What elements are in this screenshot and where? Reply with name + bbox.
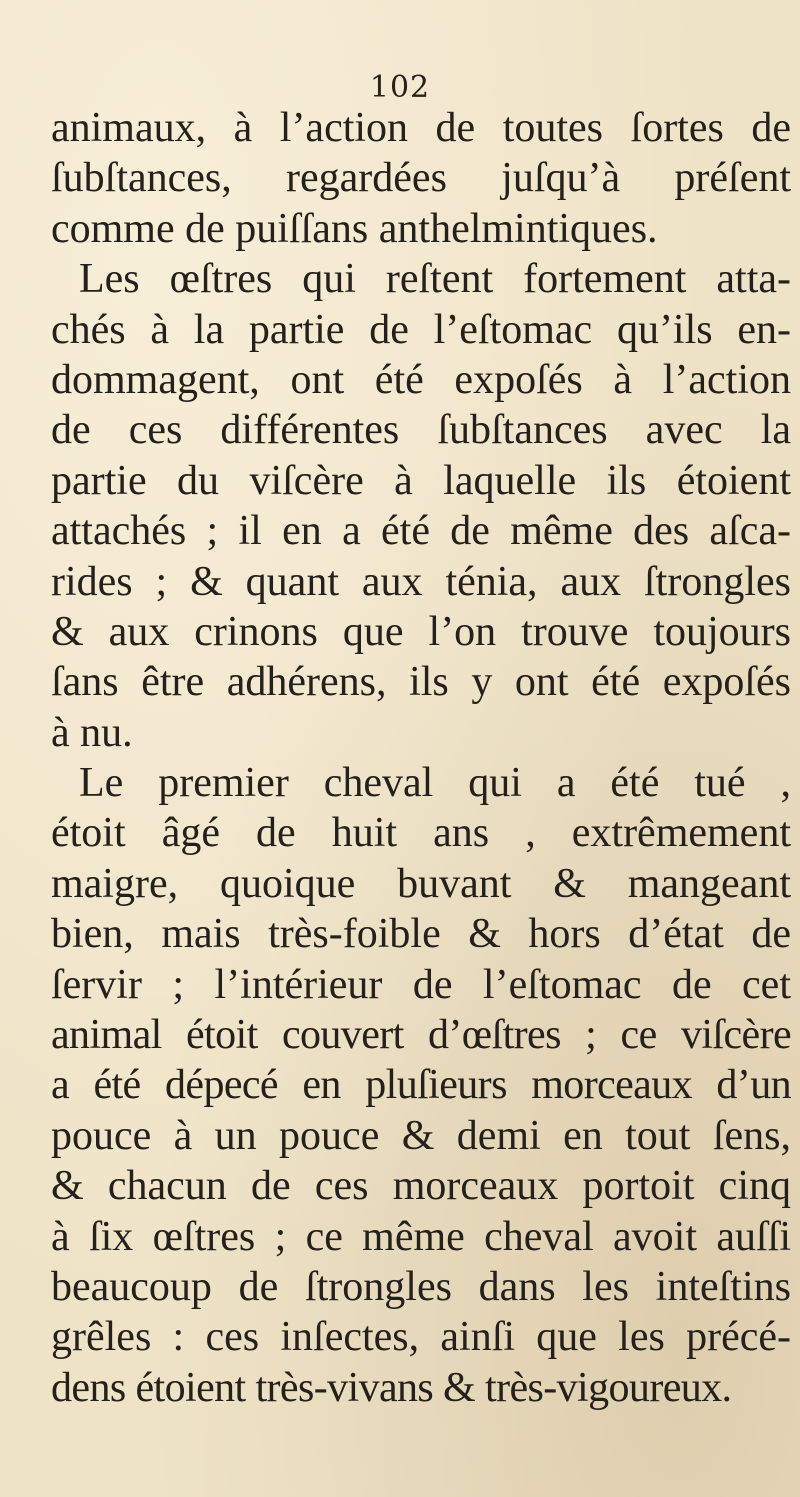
text-line: Les œſtres qui reſtent fortement atta- [79,256,791,303]
text-line: maigre, quoique buvant & mangeant [51,860,791,907]
text-line: grêles : ces inſectes, ainſi que les précé- [51,1314,791,1361]
text-line: pouce à un pouce & demi en tout ſens, [51,1112,791,1159]
text-line: à nu. [51,709,133,756]
text-line: ſubſtances, regardées juſqu’à préſent [51,155,791,202]
text-line: chés à la partie de l’eſtomac qu’ils en- [51,306,791,353]
text-line: dommagent, ont été expoſés à l’action [51,356,791,403]
body-text [51,103,791,1413]
text-line: attachés ; il en a été de même des aſca- [51,508,791,555]
page-number: 102 [369,70,431,105]
text-line: de ces différentes ſubſtances avec la [51,407,791,454]
text-line: & chacun de ces morceaux portoit cinq [51,1163,791,1210]
text-line: beaucoup de ſtrongles dans les inteſtins [51,1263,791,1310]
text-line: animaux, à l’action de toutes ſortes de [51,105,791,151]
text-line: rides ; & quant aux ténia, aux ſtrongles [51,558,791,605]
text-line: bien, mais très-foible & hors d’état de [51,911,791,958]
text-line: étoit âgé de huit ans , extrêmement [51,810,791,857]
text-line: comme de puiſſans anthelmintiques. [51,205,658,252]
text-line: & aux crinons que l’on trouve toujours [51,608,791,655]
text-line: ſans être adhérens, ils y ont été expoſés [51,659,791,706]
text-line: à ſix œſtres ; ce même cheval avoit auſſi [51,1213,791,1260]
text-line: a été dépecé en pluſieurs morceaux d’un [51,1062,791,1109]
text-line: Le premier cheval qui a été tué , [79,760,791,807]
text-line: partie du viſcère à laquelle ils étoient [51,457,791,504]
text-line: animal étoit couvert d’œſtres ; ce viſcère [51,1012,791,1059]
text-line: ſervir ; l’intérieur de l’eſtomac de cet [51,961,791,1008]
text-line: dens étoient très-vivans & très-vigoureux. [51,1364,732,1411]
